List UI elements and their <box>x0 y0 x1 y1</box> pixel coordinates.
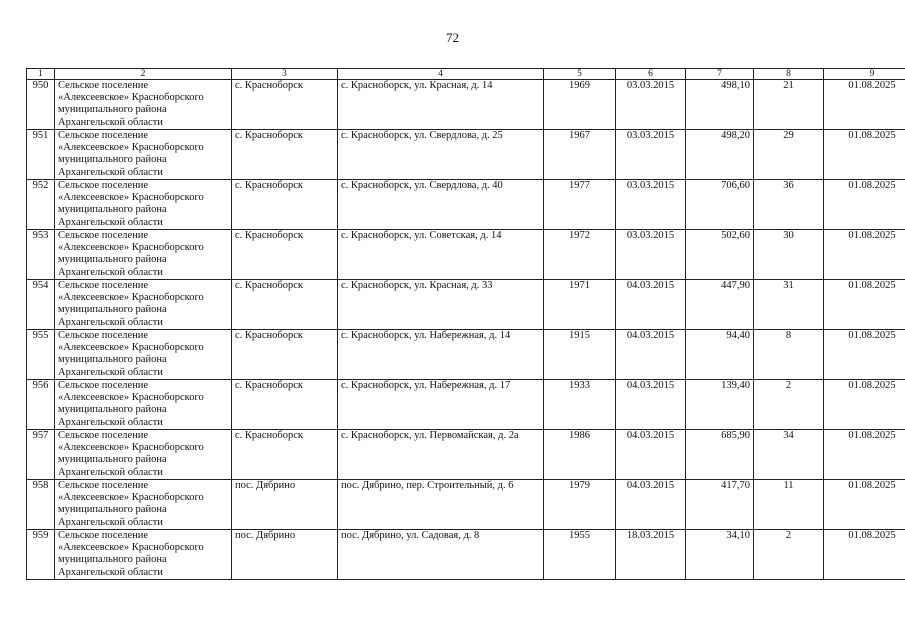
resettlement-deadline: 01.08.2025 <box>824 430 905 480</box>
resettlement-deadline: 01.08.2025 <box>824 380 905 430</box>
resettlement-deadline: 01.08.2025 <box>824 230 905 280</box>
settlement-line: «Алексеевское» Красноборского <box>58 92 204 104</box>
locality: с. Красноборск <box>232 180 338 230</box>
settlement-line: муниципального района <box>58 254 167 266</box>
settlement-name <box>55 380 232 430</box>
build-year: 1979 <box>544 480 616 530</box>
residents-count: 36 <box>754 180 824 230</box>
settlement-line: муниципального района <box>58 104 167 116</box>
column-header: 5 <box>544 69 616 80</box>
address: пос. Дябрино, ул. Садовая, д. 8 <box>338 530 544 580</box>
build-year: 1915 <box>544 330 616 380</box>
build-year: 1971 <box>544 280 616 330</box>
settlement-line: Архангельской области <box>58 166 163 178</box>
area: 498,10 <box>686 80 754 130</box>
settlement-line: муниципального района <box>58 304 167 316</box>
recognition-date: 03.03.2015 <box>616 80 686 130</box>
area: 94,40 <box>686 330 754 380</box>
settlement-name <box>55 280 232 330</box>
column-number-row <box>27 69 905 80</box>
area: 706,60 <box>686 180 754 230</box>
build-year: 1972 <box>544 230 616 280</box>
table-row <box>27 330 905 380</box>
locality: с. Красноборск <box>232 380 338 430</box>
settlement-line: Архангельской области <box>58 316 163 328</box>
table-row <box>27 530 905 580</box>
residents-count: 21 <box>754 80 824 130</box>
area: 139,40 <box>686 380 754 430</box>
row-number: 952 <box>27 180 55 230</box>
row-number: 955 <box>27 330 55 380</box>
column-header: 3 <box>232 69 338 80</box>
column-header: 6 <box>616 69 686 80</box>
recognition-date: 04.03.2015 <box>616 280 686 330</box>
recognition-date: 04.03.2015 <box>616 430 686 480</box>
column-header: 9 <box>824 69 905 80</box>
settlement-line: Сельское поселение <box>58 180 149 191</box>
address: с. Красноборск, ул. Свердлова, д. 25 <box>338 130 544 180</box>
address: с. Красноборск, ул. Набережная, д. 17 <box>338 380 544 430</box>
settlement-line: муниципального района <box>58 354 167 366</box>
page-number: 72 <box>446 30 459 45</box>
table-row <box>27 180 905 230</box>
residents-count: 34 <box>754 430 824 480</box>
settlement-line: муниципального района <box>58 554 167 566</box>
settlement-line: «Алексеевское» Красноборского <box>58 542 204 554</box>
settlement-line: «Алексеевское» Красноборского <box>58 392 204 404</box>
locality: с. Красноборск <box>232 230 338 280</box>
build-year: 1969 <box>544 80 616 130</box>
column-header: 7 <box>686 69 754 80</box>
settlement-line: Сельское поселение <box>58 230 149 241</box>
locality: с. Красноборск <box>232 330 338 380</box>
row-number: 951 <box>27 130 55 180</box>
settlement-name <box>55 130 232 180</box>
settlement-line: «Алексеевское» Красноборского <box>58 142 204 154</box>
row-number: 959 <box>27 530 55 580</box>
locality: с. Красноборск <box>232 80 338 130</box>
settlement-line: Сельское поселение <box>58 280 149 291</box>
settlement-line: Сельское поселение <box>58 80 149 91</box>
locality: с. Красноборск <box>232 130 338 180</box>
recognition-date: 04.03.2015 <box>616 380 686 430</box>
row-number: 958 <box>27 480 55 530</box>
resettlement-deadline: 01.08.2025 <box>824 280 905 330</box>
column-header: 2 <box>55 69 232 80</box>
recognition-date: 18.03.2015 <box>616 530 686 580</box>
settlement-line: Сельское поселение <box>58 430 149 441</box>
area: 34,10 <box>686 530 754 580</box>
table-row <box>27 480 905 530</box>
residents-count: 29 <box>754 130 824 180</box>
table-row <box>27 280 905 330</box>
area: 502,60 <box>686 230 754 280</box>
settlement-line: муниципального района <box>58 404 167 416</box>
recognition-date: 03.03.2015 <box>616 180 686 230</box>
residents-count: 31 <box>754 280 824 330</box>
area: 498,20 <box>686 130 754 180</box>
residents-count: 2 <box>754 530 824 580</box>
settlement-line: Сельское поселение <box>58 530 149 541</box>
settlement-line: Архангельской области <box>58 516 163 528</box>
resettlement-deadline: 01.08.2025 <box>824 180 905 230</box>
table-row <box>27 80 905 130</box>
recognition-date: 04.03.2015 <box>616 330 686 380</box>
address: с. Красноборск, ул. Красная, д. 33 <box>338 280 544 330</box>
resettlement-deadline: 01.08.2025 <box>824 130 905 180</box>
build-year: 1977 <box>544 180 616 230</box>
address: с. Красноборск, ул. Первомайская, д. 2а <box>338 430 544 480</box>
address: с. Красноборск, ул. Красная, д. 14 <box>338 80 544 130</box>
registry-table <box>26 68 905 580</box>
settlement-line: Сельское поселение <box>58 380 149 391</box>
row-number: 954 <box>27 280 55 330</box>
settlement-line: «Алексеевское» Красноборского <box>58 292 204 304</box>
settlement-line: муниципального района <box>58 204 167 216</box>
residents-count: 8 <box>754 330 824 380</box>
settlement-line: муниципального района <box>58 154 167 166</box>
settlement-line: Архангельской области <box>58 266 163 278</box>
column-header: 1 <box>27 69 55 80</box>
settlement-name <box>55 330 232 380</box>
area: 447,90 <box>686 280 754 330</box>
settlement-line: «Алексеевское» Красноборского <box>58 192 204 204</box>
settlement-name <box>55 80 232 130</box>
build-year: 1986 <box>544 430 616 480</box>
table-row <box>27 430 905 480</box>
settlement-line: Архангельской области <box>58 416 163 428</box>
column-header: 8 <box>754 69 824 80</box>
row-number: 956 <box>27 380 55 430</box>
settlement-line: Сельское поселение <box>58 130 149 141</box>
address: с. Красноборск, ул. Набережная, д. 14 <box>338 330 544 380</box>
settlement-line: Архангельской области <box>58 566 163 578</box>
settlement-name <box>55 530 232 580</box>
column-header: 4 <box>338 69 544 80</box>
settlement-line: «Алексеевское» Красноборского <box>58 492 204 504</box>
residents-count: 30 <box>754 230 824 280</box>
area: 417,70 <box>686 480 754 530</box>
recognition-date: 04.03.2015 <box>616 480 686 530</box>
recognition-date: 03.03.2015 <box>616 230 686 280</box>
table-row <box>27 230 905 280</box>
residents-count: 2 <box>754 380 824 430</box>
settlement-line: «Алексеевское» Красноборского <box>58 442 204 454</box>
resettlement-deadline: 01.08.2025 <box>824 480 905 530</box>
resettlement-deadline: 01.08.2025 <box>824 330 905 380</box>
address: с. Красноборск, ул. Советская, д. 14 <box>338 230 544 280</box>
settlement-line: «Алексеевское» Красноборского <box>58 242 204 254</box>
address: пос. Дябрино, пер. Строительный, д. 6 <box>338 480 544 530</box>
area: 685,90 <box>686 430 754 480</box>
row-number: 950 <box>27 80 55 130</box>
locality: пос. Дябрино <box>232 530 338 580</box>
row-number: 957 <box>27 430 55 480</box>
settlement-name <box>55 230 232 280</box>
locality: с. Красноборск <box>232 430 338 480</box>
settlement-name <box>55 180 232 230</box>
build-year: 1967 <box>544 130 616 180</box>
settlement-line: Сельское поселение <box>58 330 149 341</box>
settlement-line: Архангельской области <box>58 216 163 228</box>
settlement-name <box>55 430 232 480</box>
address: с. Красноборск, ул. Свердлова, д. 40 <box>338 180 544 230</box>
table-body <box>27 80 905 580</box>
build-year: 1933 <box>544 380 616 430</box>
row-number: 953 <box>27 230 55 280</box>
settlement-line: Архангельской области <box>58 366 163 378</box>
settlement-line: Архангельской области <box>58 116 163 128</box>
table-row <box>27 130 905 180</box>
resettlement-deadline: 01.08.2025 <box>824 80 905 130</box>
settlement-line: Архангельской области <box>58 466 163 478</box>
settlement-line: муниципального района <box>58 504 167 516</box>
locality: пос. Дябрино <box>232 480 338 530</box>
locality: с. Красноборск <box>232 280 338 330</box>
recognition-date: 03.03.2015 <box>616 130 686 180</box>
build-year: 1955 <box>544 530 616 580</box>
settlement-line: муниципального района <box>58 454 167 466</box>
settlement-line: «Алексеевское» Красноборского <box>58 342 204 354</box>
resettlement-deadline: 01.08.2025 <box>824 530 905 580</box>
settlement-line: Сельское поселение <box>58 480 149 491</box>
residents-count: 11 <box>754 480 824 530</box>
table-row <box>27 380 905 430</box>
settlement-name <box>55 480 232 530</box>
